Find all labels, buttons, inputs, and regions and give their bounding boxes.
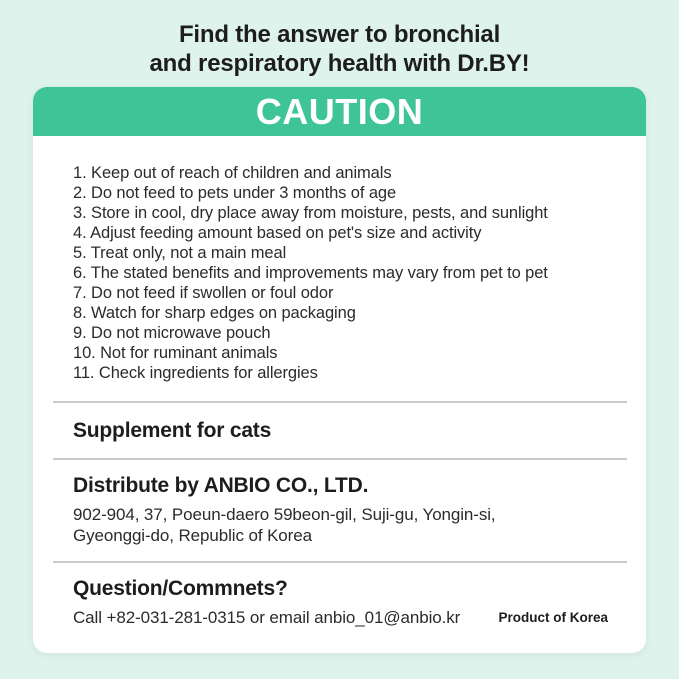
contact-line: Call +82-031-281-0315 or email anbio_01@anbio.kr <box>73 608 461 627</box>
caution-item-2: 2. Do not feed to pets under 3 months of age <box>73 184 397 202</box>
distributor-address-line-1: 902-904, 37, Poeun-daero 59beon-gil, Suji-gu, Yongin-si, <box>73 505 496 524</box>
distributor-heading: Distribute by ANBIO CO., LTD. <box>73 474 369 497</box>
caution-item-5: 5. Treat only, not a main meal <box>73 244 287 262</box>
tagline-line-2: and respiratory health with Dr.BY! <box>149 50 530 77</box>
distributor-address <box>73 504 608 546</box>
caution-item-3: 3. Store in cool, dry place away from moisture, pests, and sunlight <box>73 204 548 222</box>
caution-item-4: 4. Adjust feeding amount based on pet's size and activity <box>73 224 482 242</box>
caution-item-10: 10. Not for ruminant animals <box>73 344 278 362</box>
distributor-address-line-2: Gyeonggi-do, Republic of Korea <box>73 526 312 545</box>
caution-item-9: 9. Do not microwave pouch <box>73 324 271 342</box>
contact-row <box>73 607 608 628</box>
contact-heading: Question/Commnets? <box>73 577 288 600</box>
caution-item-7: 7. Do not feed if swollen or foul odor <box>73 284 334 302</box>
section-divider-3 <box>53 561 627 563</box>
section-divider-2 <box>53 458 627 460</box>
caution-card-body <box>33 136 646 628</box>
section-divider-1 <box>53 401 627 403</box>
tagline-line-1: Find the answer to bronchial <box>178 21 501 48</box>
caution-banner-label: CAUTION <box>255 90 424 132</box>
caution-item-1: 1. Keep out of reach of children and animals <box>73 164 392 182</box>
supplement-heading: Supplement for cats <box>73 419 272 442</box>
caution-item-8: 8. Watch for sharp edges on packaging <box>73 304 356 322</box>
caution-list <box>73 163 608 383</box>
product-tagline <box>0 0 679 78</box>
caution-item-11: 11. Check ingredients for allergies <box>73 364 318 382</box>
origin-label: Product of Korea <box>498 610 608 625</box>
caution-banner <box>33 87 646 136</box>
caution-item-6: 6. The stated benefits and improvements may vary from pet to pet <box>73 264 548 282</box>
caution-card <box>33 87 646 653</box>
